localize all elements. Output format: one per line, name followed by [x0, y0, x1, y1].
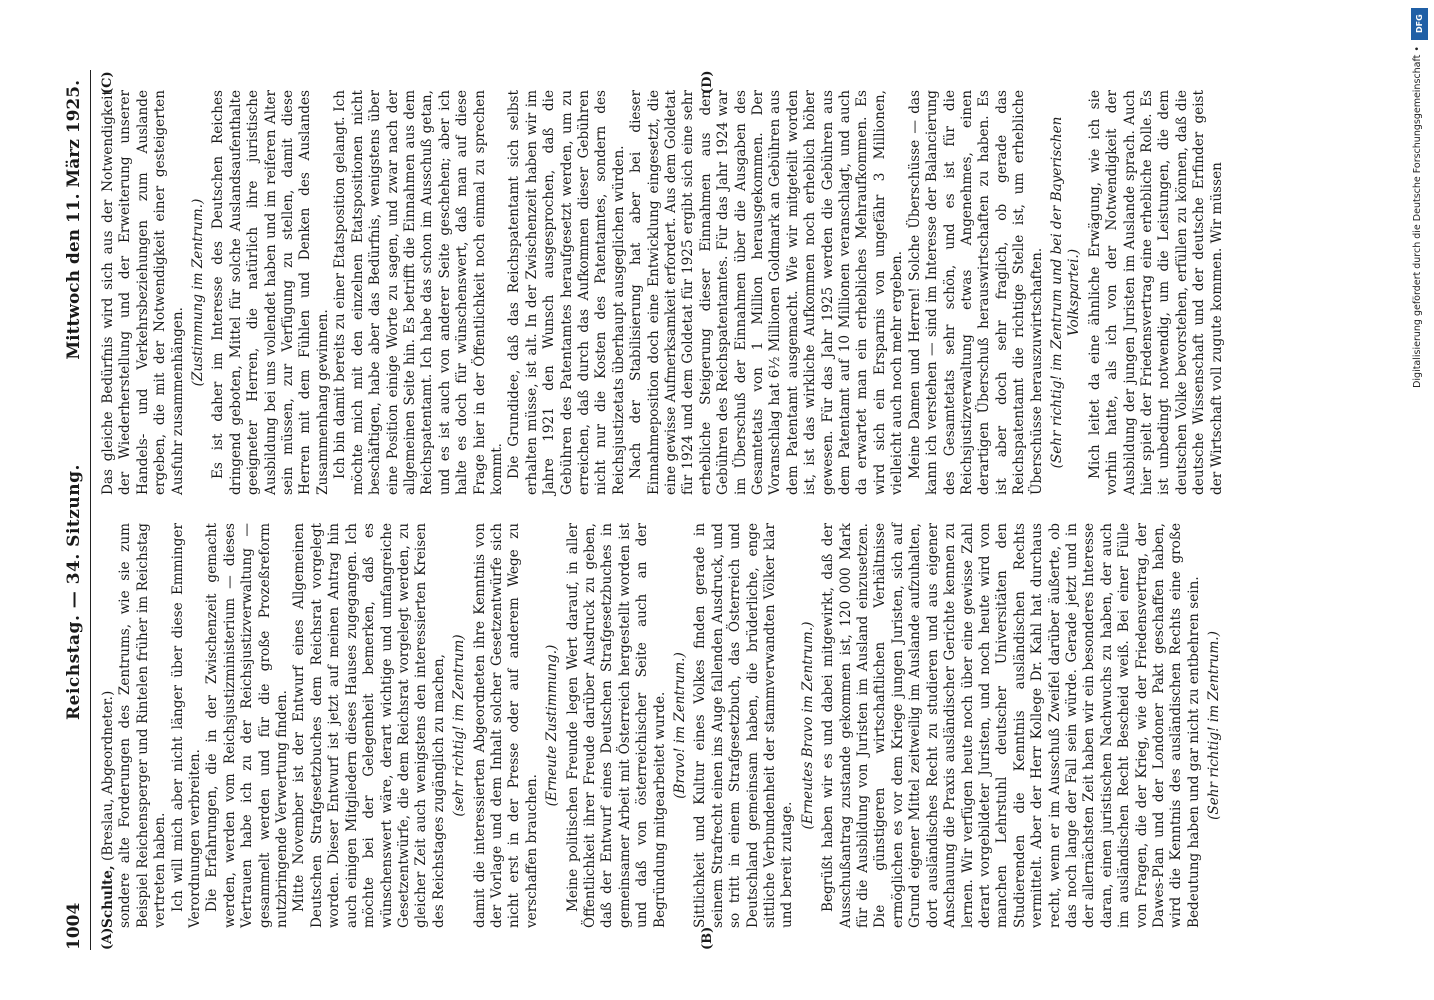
paragraph: Die Erfahrungen, die in der Zwischenzeit gemacht werden, werden vom Reichsjustizministerium — dieses Vertrauen habe ich zu der Reichsjustizverwaltung — gesammelt werden und für die große Prozeßreform nutzbringende Verwertung finden. [204, 523, 291, 928]
paragraph: Ich bin damit bereits zu einer Etatsposition gelangt. Ich möchte mich mit den einzelnen Etatspositionen nicht beschäftigen, habe aber das Bedürfnis, wenigstens über eine Position einige Worte zu sagen, und zwar nach der allgemeinen Seite hin. Es betrifft die Einnahmen aus dem Reichspatentamt. Ich habe das schon im Ausschuß getan, und es ist auch von anderer Seite geschehen; aber ich halte es doch für wünschenswert, daß man auf diese Frage hier in der Öffentlichkeit noch einmal zu sprechen kommt. [332, 90, 505, 495]
speaker-line [100, 523, 117, 928]
interjection: (sehr richtig! im Zentrum) [451, 634, 468, 817]
paragraph: Mitte November ist der Entwurf eines Allgemeinen Deutschen Strafgesetzbuches dem Reichsrat vorgelegt worden. Dieser Entwurf ist jetzt auf meinen Antrag hin auch einigen Mitgliedern dieses Hauses zugegangen. Ich möchte bei der Gelegenheit bemerken, daß es wünschenswert wäre, derart wichtige und umfangreiche Gesetzentwürfe, die dem Reichsrat vorgelegt werden, zu gleicher Zeit auch wenigstens den interessierten Kreisen des Reichstages zugänglich zu machen, [291, 523, 447, 928]
digitization-credit-strip [1408, 0, 1434, 1000]
margin-marker-b: (B) [700, 926, 715, 950]
page-header [60, 70, 91, 950]
paragraph: Begrüßt haben wir es und dabei mitgewirkt, daß der Ausschußantrag zustande gekommen ist, 120 000 Mark für die Ausbildung von Juristen im Ausland einzusetzen. Die günstigeren wirtschaftlichen Verhältnisse ermöglichen es vor dem Kriege jungen Juristen, sich auf Grund eigener Mittel zeitweilig im Auslande aufzuhalten, dort ausländisches Recht zu studieren und aus eigener Anschauung die Praxis ausländischer Gerichte kennen zu lernen. Wir verfügen heute noch über eine gewisse Zahl derart vorgebildeter Juristen, und noch heute wird von manchen Lehrstuhl deutscher Universitäten den Studierenden die Kenntnis ausländischen Rechts vermittelt. Aber der Herr Kollege Dr. Kahl hat durchaus recht, wenn er im Ausschuß Zweifel darüber äußerte, ob das noch lange der Fall sein würde. Gerade jetzt und in der allernächsten Zeit haben wir ein besonderes Interesse daran, einen juristischen Nachwuchs zu haben, der auch im ausländischen Recht Bescheid weiß. Bei einer Fülle von Fragen, die der Krieg, wie der Friedensvertrag, der Dawes-Plan und der Londoner Pakt geschaffen haben, wird die Kenntnis des ausländischen Rechts eine große Bedeutung haben und gar nicht zu entbehren sein. [820, 523, 1202, 928]
interjection: (Zustimmung im Zentrum.) [190, 198, 207, 387]
margin-marker-a: (A) [100, 927, 115, 950]
paragraph: Meine Damen und Herren! Solche Überschüsse — das kann ich verstehen — sind im Interesse der Balancierung des Gesamtetats sehr schön, und es ist für die Reichsjustizverwaltung etwas Angenehmes, einen derartigen Überschuß herauswirtschaften zu haben. Es ist aber doch sehr fraglich, ob gerade das Reichspatentamt die richtige Stelle ist, um erhebliche Überschüsse herauszuwirtschaften. [906, 90, 1045, 495]
paragraph: Sittlichkeit und Kultur eines Volkes finden gerade in seinem Strafrecht einen ins Auge fallenden Ausdruck, und so tritt in einem Strafgesetzbuch, das Österreich und Deutschland gemeinsam haben, die brüderliche, enge sittliche Verbundenheit der stammverwandten Völker klar und bereit zutage. [692, 523, 796, 928]
paragraph: Die Grundidee, daß das Reichspatentamt sich selbst erhalten müsse, ist alt. In der Zwischenzeit haben wir im Jahre 1921 den Wunsch ausgesprochen, daß die Gebühren des Patentamtes heraufgesetzt werden, um zu erreichen, daß durch das Aufkommen dieser Gebühren nicht nur die Kosten des Patentamtes, sondern des Reichsjustizetats überhaupt ausgeglichen würden. [506, 90, 627, 495]
paragraph: sondere alte Forderungen des Zentrums, wie sie zum Beispiel Reichensperger und Rintelen früher im Reichstag vertreten haben. [117, 523, 169, 928]
dfg-logo: DFG [1411, 8, 1428, 40]
speaker-note: (Breslau, Abgeordneter.) [100, 690, 116, 861]
paragraph: Mich leitet da eine ähnliche Erwägung, wie ich sie vorhin hatte, als ich von der Notwendigkeit der Ausbildung der jungen Juristen im Auslande sprach. Auch hier spielt der Friedensvertrag eine erhebliche Rolle. Es ist unbedingt notwendig, um die Leistungen, die dem deutschen Volke bevorstehen, erfüllen zu können, daß die deutsche Wissenschaft und der deutsche Erfinder geist der Wirtschaft voll zugute kommen. Wir müssen [1086, 90, 1225, 495]
left-column [100, 523, 1340, 928]
paragraph: Meine politischen Freunde legen Wert darauf, in aller Öffentlichkeit ihrer Freude darüber Ausdruck zu geben, daß der Entwurf eines Deutschen Strafgesetzbuches in gemeinsamer Arbeit mit Österreich hergestellt worden ist und daß von österreichischer Seite auch an der Begründung mitgearbeitet wurde. [564, 523, 668, 928]
interjection: (Erneute Zustimmung.) [544, 644, 561, 807]
speaker-name: Schulte, [100, 865, 116, 928]
interjection: (Erneutes Bravo im Zentrum.) [799, 621, 816, 830]
margin-marker-d: (D) [700, 70, 715, 94]
paragraph: Das gleiche Bedürfnis wird sich aus der Notwendigkeit der Wiederherstellung und der Erweiterung unserer Handels- und Verkehrsbeziehungen zum Auslande ergeben, die mit der Notwendigkeit einer gesteigerten Ausfuhr zusammenhängen. [100, 90, 186, 495]
interjection: (Sehr richtig! im Zentrum.) [1206, 631, 1223, 820]
digitization-credit: Digitalisierung gefördert durch die Deutsche Forschungsgemeinschaft • [1412, 46, 1423, 388]
interjection: (Bravo! im Zentrum.) [672, 652, 688, 799]
interjection: (Sehr richtig! im Zentrum und bei der Bayerischen Volkspartei.) [1048, 116, 1083, 469]
paragraph: Ich will mich aber nicht länger über diese Emminger Verordnungen verbreiten. [169, 523, 204, 928]
right-column [100, 90, 1340, 495]
session-title: Reichstag. — 34. Sitzung. [64, 464, 84, 720]
margin-marker-c: (C) [100, 71, 115, 94]
page-number: 1004 [64, 902, 84, 950]
session-date: Mittwoch den 11. März 1925. [64, 80, 84, 360]
document-page [60, 70, 1340, 950]
paragraph: Es ist daher im Interesse des Deutschen Reiches dringend geboten, Mittel für solche Auslandsaufenthalte geeigneter Herren, die natürlich ihre juristische Ausbildung bei uns vollendet haben und im reiferen Alter sein müssen, zur Verfügung zu stellen, damit diese Herren mit dem Fühlen und Denken des Auslandes Zusammenhang gewinnen. [210, 90, 331, 495]
paragraph: damit die interessierten Abgeordneten ihre Kenntnis von der Vorlage und dem Inhalt solcher Gesetzentwürfe sich nicht erst in der Presse oder auf anderem Wege zu verschaffen brauchen. [471, 523, 540, 928]
paragraph: Nach der Stabilisierung hat aber bei dieser Einnahmeposition doch eine Entwicklung eingesetzt, die eine gewisse Aufmerksamkeit erfordert. Aus dem Goldetat für 1924 und dem Goldetat für 1925 ergibt sich eine sehr erhebliche Steigerung dieser Einnahmen aus den Gebühren des Reichspatentamtes. Für das Jahr 1924 war im Überschuß der Einnahmen über die Ausgaben des Gesamtetats von 1 Million herausgekommen. Der Voranschlag hat 6½ Millionen Goldmark an Gebühren aus dem Patentamt ausgemacht. Wie wir mitgeteilt worden ist, ist das wirkliche Aufkommen noch erheblich höher gewesen. Für das Jahr 1925 werden die Gebühren aus dem Patentamt auf 10 Millionen veranschlagt, und auch da erwartet man ein erhebliches Mehraufkommen. Es wird sich ein Ersparnis von ungefähr 3 Millionen, vielleicht auch noch mehr ergeben. [628, 90, 906, 495]
